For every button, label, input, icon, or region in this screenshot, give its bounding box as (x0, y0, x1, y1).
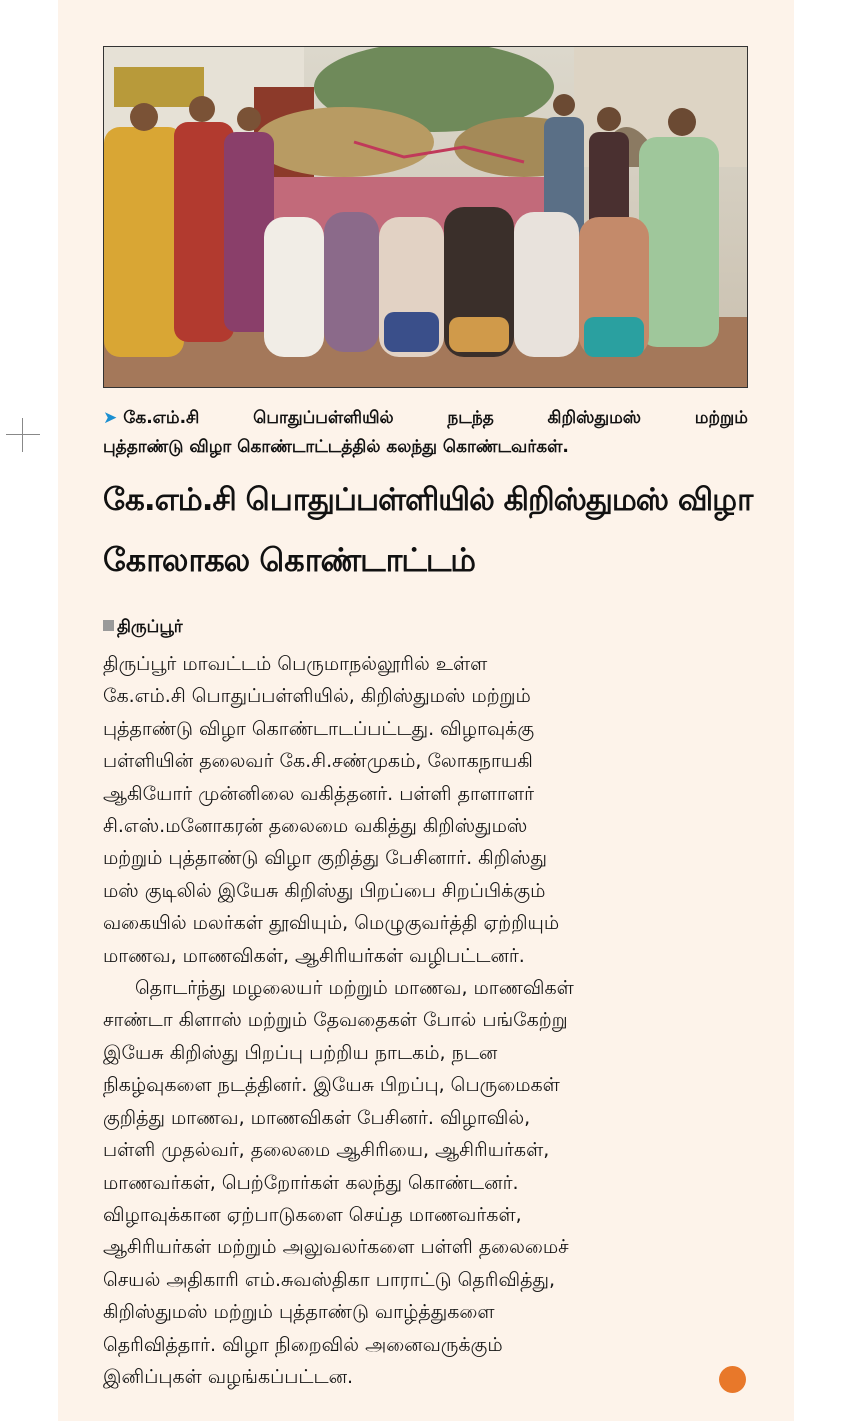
body-line: விழாவுக்கான ஏற்பாடுகளை செய்த மாணவர்கள், (103, 1203, 522, 1226)
caption-word: பொதுப்பள்ளியில் (253, 408, 394, 428)
headline-line-2: கோலாகல கொண்டாட்டம் (103, 541, 476, 579)
body-line: ஆகியோர் முன்னிலை வகித்தனர். பள்ளி தாளாளர் (103, 782, 535, 805)
article-end-marker-icon (719, 1366, 746, 1393)
dateline-place: திருப்பூர் (117, 617, 183, 637)
body-line: சி.எஸ்.மனோகரன் தலைமை வகித்து கிறிஸ்துமஸ் (103, 815, 528, 838)
caption-arrow-icon: ➤ (103, 408, 118, 428)
body-line: மாணவர்கள், பெற்றோர்கள் கலந்து கொண்டனர். (103, 1171, 519, 1194)
body-line: சாண்டா கிளாஸ் மற்றும் தேவதைகள் போல் பங்கேற்று (103, 1009, 568, 1032)
photo-caption (103, 404, 748, 462)
body-line: புத்தாண்டு விழா கொண்டாடப்பட்டது. விழாவுக்கு (103, 717, 535, 740)
dateline (103, 617, 183, 639)
body-line: கிறிஸ்துமஸ் மற்றும் புத்தாண்டு வாழ்த்துகளை (103, 1301, 495, 1324)
body-line: ஆசிரியர்கள் மற்றும் அலுவலர்களை பள்ளி தலைமைச் (103, 1236, 569, 1259)
caption-word: கே.எம்.சி (123, 408, 200, 428)
body-line: இயேசு கிறிஸ்து பிறப்பு பற்றிய நாடகம், நடன (103, 1041, 498, 1064)
body-line: திருப்பூர் மாவட்டம் பெருமாநல்லூரில் உள்ள (103, 653, 488, 675)
group-photo-image (104, 47, 747, 387)
body-line: மற்றும் புத்தாண்டு விழா குறித்து பேசினார். கிறிஸ்து (103, 847, 547, 870)
body-line: குறித்து மாணவ, மாணவிகள் பேசினர். விழாவில், (103, 1106, 531, 1129)
body-line: மஸ் குடிலில் இயேசு கிறிஸ்து பிறப்பை சிறப்பிக்கும் (103, 879, 546, 902)
body-line: நிகழ்வுகளை நடத்தினர். இயேசு பிறப்பு, பெருமைகள் (103, 1074, 560, 1097)
body-line: வகையில் மலர்கள் தூவியும், மெழுகுவர்த்தி ஏற்றியும் (103, 912, 560, 935)
body-line: செயல் அதிகாரி எம்.சுவஸ்திகா பாராட்டு தெரிவித்து, (103, 1268, 555, 1291)
body-line: மாணவ, மாணவிகள், ஆசிரியர்கள் வழிபட்டனர். (103, 944, 525, 967)
body-line: இனிப்புகள் வழங்கப்பட்டன. (103, 1365, 354, 1388)
article-body (103, 648, 753, 1393)
article-photo (103, 46, 748, 388)
body-line: கே.எம்.சி பொதுப்பள்ளியில், கிறிஸ்துமஸ் மற்றும் (103, 685, 531, 708)
body-line: தெரிவித்தார். விழா நிறைவில் அனைவருக்கும் (103, 1333, 503, 1356)
crop-mark-icon (6, 418, 40, 452)
caption-word: கிறிஸ்துமஸ் (547, 408, 642, 428)
dateline-square-icon (103, 620, 114, 631)
caption-word: மற்றும் (694, 408, 748, 428)
headline-line-1: கே.எம்.சி பொதுப்பள்ளியில் கிறிஸ்துமஸ் விழா (103, 482, 753, 518)
body-line: பள்ளி முதல்வர், தலைமை ஆசிரியை, ஆசிரியர்கள், (103, 1139, 550, 1162)
caption-word: நடந்த (447, 408, 494, 428)
article-headline (103, 470, 753, 590)
caption-line-1 (103, 404, 748, 433)
body-line: தொடர்ந்து மழலையர் மற்றும் மாணவ, மாணவிகள் (135, 977, 574, 1000)
caption-line-2: புத்தாண்டு விழா கொண்டாட்டத்தில் கலந்து கொண்டவர்கள். (103, 437, 569, 457)
body-line: பள்ளியின் தலைவர் கே.சி.சண்முகம், லோகநாயகி (103, 750, 533, 773)
